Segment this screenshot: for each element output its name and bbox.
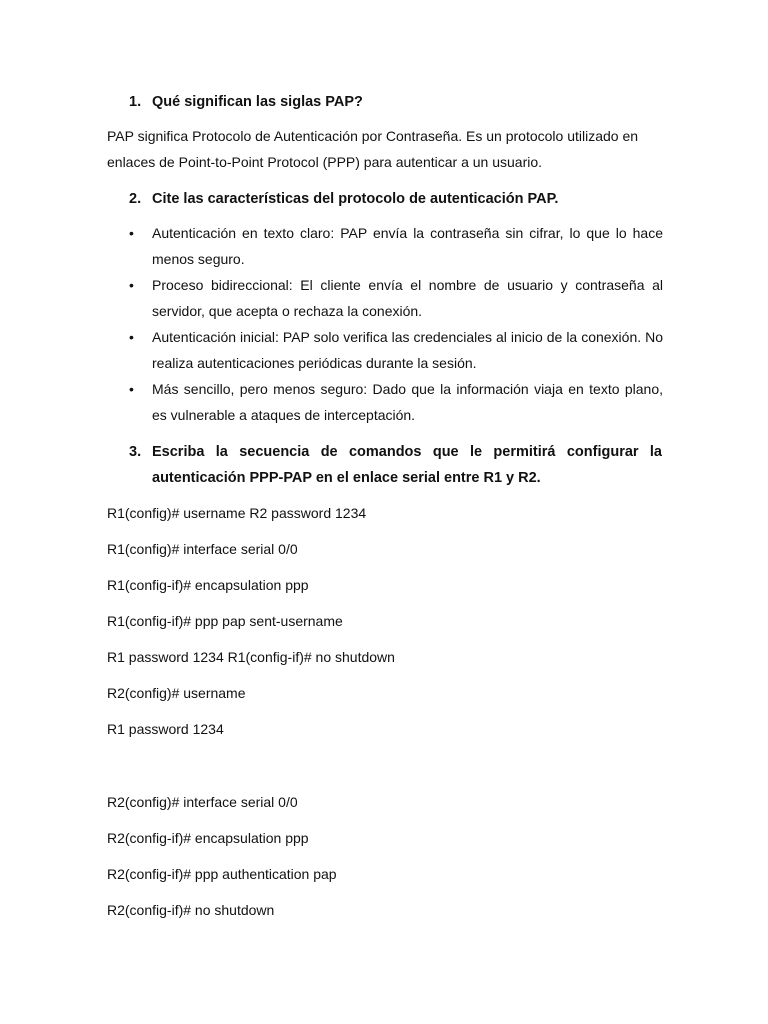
command-line: R1(config)# interface serial 0/0 bbox=[107, 541, 298, 557]
question-1-answer: PAP significa Protocolo de Autenticación por Contraseña. Es un protocolo utilizado en enlaces de Point-to-Point Protocol (PPP) para autenticar a un usuario. bbox=[107, 128, 639, 170]
list-item-text: Más sencillo, pero menos seguro: Dado que la información viaja en texto plano, es vulnerable a ataques de interceptación. bbox=[152, 381, 663, 423]
command-line: R2(config-if)# ppp authentication pap bbox=[107, 866, 337, 882]
question-1-number: 1. bbox=[129, 94, 142, 110]
list-item bbox=[107, 324, 663, 376]
bullet-icon: • bbox=[129, 381, 134, 397]
command-line: R1(config-if)# encapsulation ppp bbox=[107, 577, 309, 593]
question-2-heading bbox=[129, 186, 662, 212]
command-line: R1(config-if)# ppp pap sent-username bbox=[107, 613, 343, 629]
question-3-title: Escriba la secuencia de comandos que le permitirá configurar la autenticación PPP-PAP en el enlace serial entre R1 y R2. bbox=[152, 444, 662, 486]
question-2-title: Cite las características del protocolo de autenticación PAP. bbox=[152, 191, 559, 207]
bullet-icon: • bbox=[129, 225, 134, 241]
question-1-heading bbox=[129, 89, 662, 115]
command-line: R1 password 1234 bbox=[107, 721, 224, 737]
question-3-heading bbox=[129, 439, 662, 491]
question-3-number: 3. bbox=[129, 444, 142, 460]
bullet-icon: • bbox=[129, 277, 134, 293]
command-line: R2(config-if)# encapsulation ppp bbox=[107, 830, 309, 846]
command-line: R2(config)# interface serial 0/0 bbox=[107, 794, 298, 810]
list-item-text: Proceso bidireccional: El cliente envía el nombre de usuario y contraseña al servidor, que acepta o rechaza la conexión. bbox=[152, 277, 663, 319]
list-item-text: Autenticación inicial: PAP solo verifica las credenciales al inicio de la conexión. No realiza autenticaciones periódicas durante la sesión. bbox=[152, 329, 663, 371]
command-line: R1(config)# username R2 password 1234 bbox=[107, 505, 367, 521]
list-item bbox=[107, 376, 663, 428]
command-line: R1 password 1234 R1(config-if)# no shutdown bbox=[107, 649, 395, 665]
bullet-icon: • bbox=[129, 329, 134, 345]
characteristics-list bbox=[107, 220, 663, 428]
list-item bbox=[107, 220, 663, 272]
list-item bbox=[107, 272, 663, 324]
command-line: R2(config)# username bbox=[107, 685, 246, 701]
question-1-title: Qué significan las siglas PAP? bbox=[152, 94, 363, 110]
list-item-text: Autenticación en texto claro: PAP envía la contraseña sin cifrar, lo que lo hace menos seguro. bbox=[152, 225, 663, 267]
command-line: R2(config-if)# no shutdown bbox=[107, 902, 275, 918]
question-2-number: 2. bbox=[129, 191, 142, 207]
